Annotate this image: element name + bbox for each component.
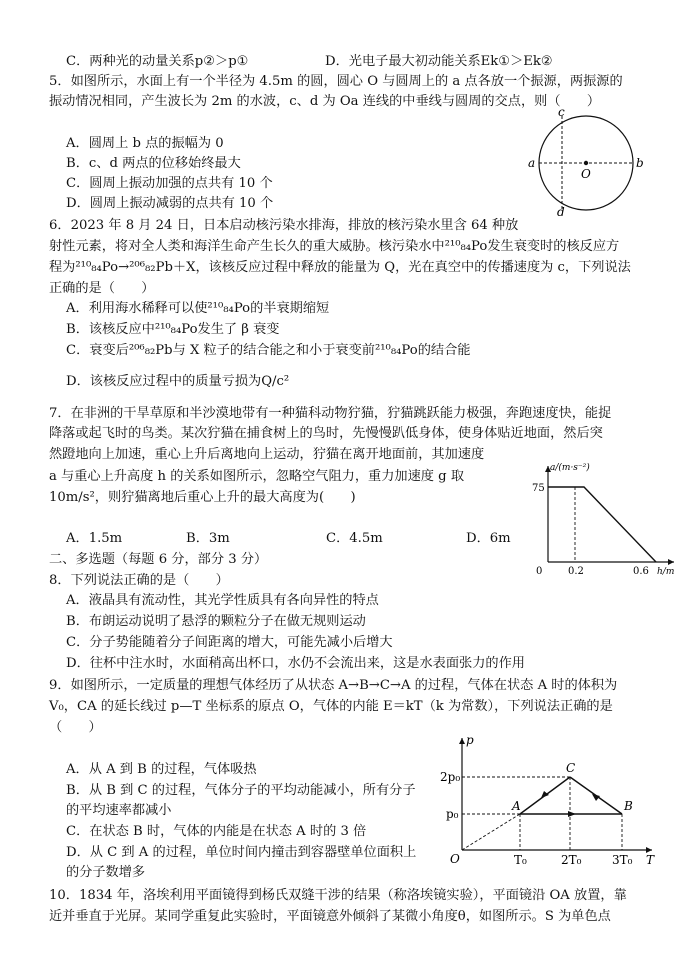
q5-option-a: A．圆周上 b 点的振幅为 0: [66, 136, 224, 151]
q7-stem-line3: 然蹬地向上加速，重心上升后离地向上运动，狞猫在离开地面前，其加速度: [49, 447, 485, 462]
label-a: a: [528, 156, 536, 170]
q7-option-d: D．6m: [466, 531, 511, 546]
point-a-label: A: [512, 799, 521, 813]
q4-option-d: D．光电子最大初动能关系Ek①＞Ek②: [325, 54, 553, 69]
label-o: O: [581, 167, 591, 181]
q8-option-c: C．分子势能随着分子间距离的增大，可能先减小后增大: [66, 635, 393, 650]
q6-stem-line1: 6．2023 年 8 月 24 日，日本启动核污染水排海，排放的核污染水里含 64 种放: [49, 218, 519, 233]
q7-option-c: C．4.5m: [326, 531, 383, 546]
circle-figure: [525, 108, 650, 218]
point-b-label: B: [624, 799, 633, 813]
tick-75: 75: [532, 483, 545, 494]
origin-label: O: [450, 852, 460, 866]
q9-stem-line1: 9．如图所示，一定质量的理想气体经历了从状态 A→B→C→A 的过程，气体在状态 A 时的体积为: [49, 678, 618, 693]
q7-option-b: B．3m: [186, 531, 230, 546]
q8-stem: 8．下列说法正确的是（ ）: [49, 573, 229, 588]
tick-06: 0.6: [633, 566, 649, 576]
q9-option-a: A．从 A 到 B 的过程，气体吸热: [66, 762, 257, 777]
q9-option-b-line2: 的平均速率都减小: [66, 803, 172, 818]
p-t-diagram: [440, 732, 662, 870]
q10-stem-line1: 10．1834 年，洛埃利用平面镜得到杨氏双缝干涉的结果（称洛埃镜实验），平面镜沿 OA 放置，靠: [49, 888, 627, 903]
label-d: d: [557, 205, 565, 218]
q5-stem-line1: 5．如图所示，水面上有一个半径为 4.5m 的圆，圆心 O 与圆周上的 a 点各放一个振源，两振源的: [49, 74, 623, 89]
q9-option-c: C．在状态 B 时，气体的内能是在状态 A 时的 3 倍: [66, 824, 367, 839]
center-dot: [584, 161, 588, 165]
q10-stem-line2: 近并垂直于光屏。某同学重复此实验时，平面镜意外倾斜了某微小角度θ，如图所示。S 为单色点: [49, 909, 611, 924]
tick-0: 0: [536, 566, 543, 576]
q7-stem-line1: 7．在非洲的干旱草原和半沙漠地带有一种猫科动物狞猫，狞猫跳跃能力极强，奔跑速度快，能捉: [49, 406, 612, 421]
q9-stem-line2: V₀，CA 的延长线过 p—T 坐标系的原点 O，气体的内能 E＝kT（k 为常数），下列说法正确的是: [49, 699, 613, 714]
x-axis-arrow: [668, 559, 674, 565]
q5-option-c: C．圆周上振动加强的点共有 10 个: [66, 176, 273, 191]
q6-stem-line2: 射性元素，将对全人类和海洋生命产生长久的重大威胁。核污染水中²¹⁰₈₄Po发生衰变时的核反应方: [49, 239, 620, 254]
tick-02: 0.2: [568, 566, 584, 576]
label-c: c: [558, 108, 565, 119]
q7-stem-line5: 10m/s²，则狞猫离地后重心上升的最大高度为( ): [49, 490, 356, 505]
arrow-bc: [592, 794, 600, 801]
q5-option-b: B．c、d 两点的位移始终最大: [66, 156, 241, 171]
acceleration-height-chart: [528, 458, 683, 576]
q6-option-a: A．利用海水稀释可以使²¹⁰₈₄Po的半衰期缩短: [66, 301, 330, 316]
q8-option-a: A．液晶具有流动性，其光学性质具有各向异性的特点: [66, 593, 379, 608]
q6-option-c: C．衰变后²⁰⁶₈₂Pb与 X 粒子的结合能之和小于衰变前²¹⁰₈₄Po的结合能: [66, 343, 471, 358]
q5-option-d: D．圆周上振动减弱的点共有 10 个: [66, 196, 274, 211]
series-line-a-h: [548, 487, 656, 562]
q7-stem-line4: a 与重心上升高度 h 的关系如图所示，忽略空气阻力，重力加速度 g 取: [49, 469, 465, 484]
q6-stem-line4: 正确的是（ ）: [49, 281, 155, 296]
tick-p0: p₀: [446, 807, 459, 821]
q4-option-c: C．两种光的动量关系p②＞p①: [66, 54, 249, 69]
section-multiple-choice: 二、多选题（每题 6 分，部分 3 分）: [49, 552, 268, 567]
t-axis-label: T: [646, 853, 655, 867]
tick-2t0: 2T₀: [561, 853, 582, 867]
q6-stem-line3: 程为²¹⁰₈₄Po→²⁰⁶₈₂Pb＋X，该核反应过程中释放的能量为 Q，光在真空中的传播速度为 c，下列说法: [49, 260, 631, 275]
y-axis-label: a/(m·s⁻²): [550, 463, 590, 473]
q5-stem-line2: 振动情况相同，产生波长为 2m 的水波，c、d 为 Oa 连线的中垂线与圆周的交点，则（ ）: [49, 94, 601, 109]
label-b: b: [636, 156, 644, 170]
q8-option-b: B．布朗运动说明了悬浮的颗粒分子在做无规则运动: [66, 614, 366, 629]
arrow-ca: [541, 791, 549, 798]
point-c-label: C: [566, 761, 576, 775]
q6-option-b: B．该核反应中²¹⁰₈₄Po发生了 β 衰变: [66, 322, 280, 337]
q7-stem-line2: 降落或起飞时的鸟类。某次狞猫在捕食树上的鸟时，先慢慢趴低身体，使身体贴近地面，然后突: [49, 426, 603, 441]
extension-ca: [462, 814, 520, 850]
q6-option-d: D．该核反应过程中的质量亏损为Q/c²: [66, 374, 290, 389]
tick-t0: T₀: [514, 853, 527, 867]
q8-option-d: D．往杯中注水时，水面稍高出杯口，水仍不会流出来，这是水表面张力的作用: [66, 656, 525, 671]
arrow-ab: [568, 811, 576, 817]
tick-2p0: 2p₀: [440, 770, 461, 784]
p-axis-arrow: [459, 738, 465, 744]
q9-option-d-line1: D．从 C 到 A 的过程，单位时间内撞击到容器壁单位面积上: [66, 845, 417, 860]
p-axis-label: p: [466, 733, 474, 747]
x-axis-label: h/m: [657, 567, 675, 576]
tick-3t0: 3T₀: [612, 853, 633, 867]
q7-option-a: A．1.5m: [66, 531, 123, 546]
q9-option-b-line1: B．从 B 到 C 的过程，气体分子的平均动能减小，所有分子: [66, 783, 416, 798]
q9-stem-line3: （ ）: [49, 720, 102, 735]
q9-option-d-line2: 的分子数增多: [66, 865, 146, 880]
